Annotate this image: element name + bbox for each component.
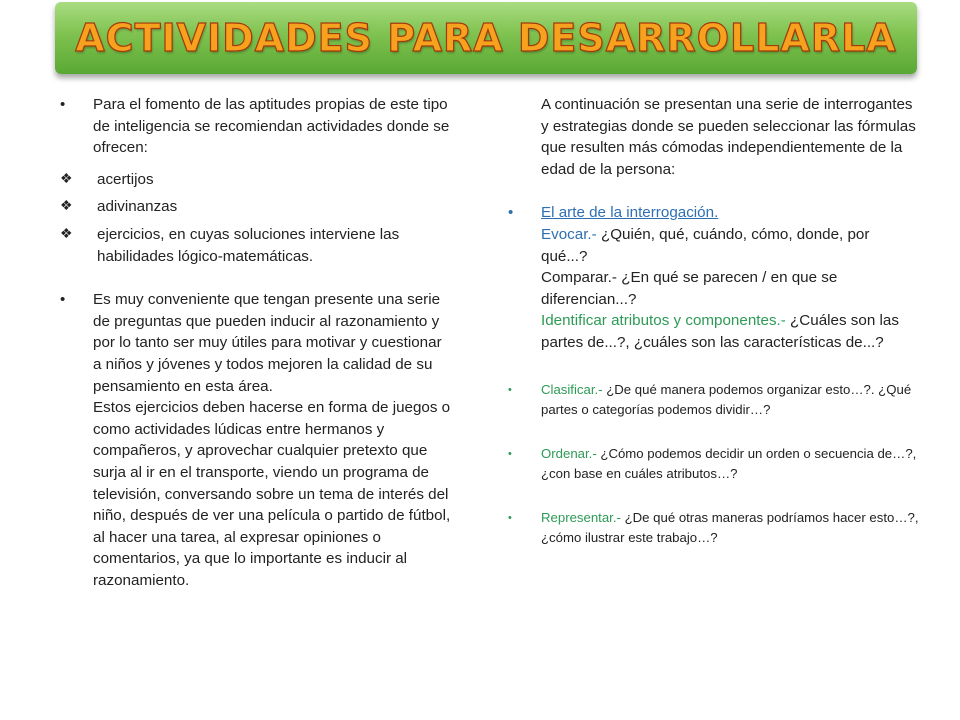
intro-text: Para el fomento de las aptitudes propias de este tipo de inteligencia se recomiendan actividades donde se ofrecen: — [93, 96, 450, 157]
identificar-text: ¿Cuáles son las partes de...?, ¿cuáles son las características de...? — [541, 312, 899, 351]
ordenar-text: ¿Cómo podemos decidir un orden o secuencia de…?, ¿con base en cuáles atributos…? — [541, 445, 917, 481]
intro-bullet — [60, 94, 452, 159]
ordenar-bullet — [508, 444, 920, 484]
representar-text: ¿De qué otras maneras podríamos hacer esto…?, ¿cómo ilustrar este trabajo…? — [541, 509, 919, 545]
right-column — [508, 94, 920, 548]
bullet-icon: • — [508, 511, 512, 524]
paragraph-bullet — [60, 289, 452, 591]
bullet-icon: • — [508, 204, 514, 222]
ordenar-label: Ordenar.- — [541, 445, 597, 461]
comparar-text: ¿En qué se parecen / en que se diferencian...? — [541, 269, 838, 308]
interrogacion-bullet — [508, 202, 920, 353]
identificar-line — [541, 310, 920, 353]
bullet-icon: • — [60, 96, 66, 113]
paragraph-juegos: Estos ejercicios deben hacerse en forma de juegos o como actividades lúdicas entre hermanos y compañeros, y aprovechar cualquier pretexto que surja al ir en el transporte, viendo un programa de televisión, conversando sobre un tema de interés del niño, después de ver una película o partido de fútbol, al hacer una tarea, al expresar opiniones o comentarios, ya que lo importante es inducir al razonamiento. — [93, 399, 451, 589]
clasificar-bullet — [508, 380, 920, 420]
evocar-text: ¿Quién, qué, cuándo, cómo, donde, por qué...? — [541, 225, 870, 265]
representar-bullet — [508, 508, 920, 548]
bullet-icon: • — [508, 447, 512, 460]
diamond-bullet-icon: ❖ — [60, 197, 73, 214]
evocar-line — [541, 224, 920, 267]
right-intro-text: A continuación se presentan una serie de interrogantes y estrategias donde se pueden seleccionar las fórmulas que resulten más cómodas independientemente de la edad de la persona: — [541, 96, 916, 178]
comparar-label: Comparar.- — [541, 269, 617, 287]
comparar-line — [541, 267, 920, 310]
clasificar-text: ¿De qué manera podemos organizar esto…?. ¿Qué partes o categorías podemos dividir…? — [541, 381, 912, 417]
page-title: ACTIVIDADES PARA DESARROLLARLA — [75, 16, 897, 60]
item-adivinanzas: adivinanzas — [97, 198, 178, 216]
diamond-bullet-icon: ❖ — [60, 169, 73, 186]
left-column — [60, 94, 452, 591]
item-ejercicios: ejercicios, en cuyas soluciones interviene las habilidades lógico-matemáticas. — [97, 225, 400, 265]
list-item — [60, 196, 452, 218]
list-item — [60, 169, 452, 191]
paragraph-preguntas: Es muy conveniente que tengan presente una serie de preguntas que pueden inducir al razonamiento y por lo tanto ser muy útiles para motivar y cuestionar a niños y jóvenes y todos mejoren la calidad de su pensamiento en esta área. — [93, 291, 442, 395]
evocar-label: Evocar.- — [541, 225, 597, 243]
right-intro — [508, 94, 920, 180]
list-item — [60, 224, 452, 267]
identificar-label: Identificar atributos y componentes.- — [541, 312, 786, 330]
bullet-icon: • — [60, 291, 66, 309]
diamond-bullet-icon: ❖ — [60, 224, 73, 241]
title-banner — [55, 2, 917, 74]
bullet-icon: • — [508, 383, 512, 396]
clasificar-label: Clasificar.- — [541, 381, 603, 397]
representar-label: Representar.- — [541, 509, 621, 525]
item-acertijos: acertijos — [97, 170, 154, 188]
arte-heading-link[interactable]: El arte de la interrogación. — [541, 204, 719, 222]
